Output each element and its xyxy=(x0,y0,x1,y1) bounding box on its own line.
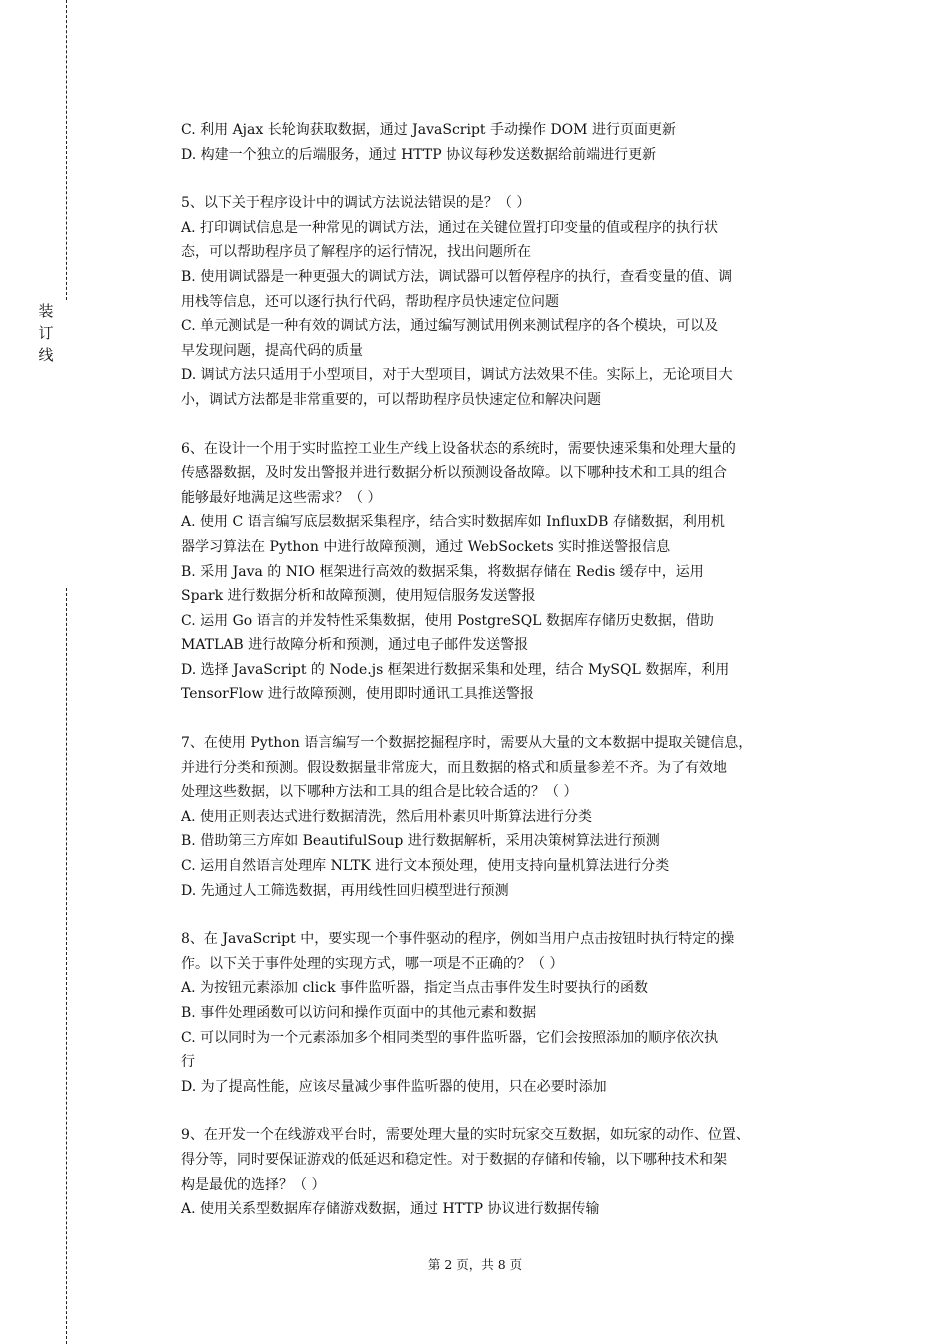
question-line: A. 使用关系型数据库存储游戏数据，通过 HTTP 协议进行数据传输 xyxy=(181,1201,600,1218)
question-block-q8 xyxy=(181,927,841,1099)
binding-line-bottom xyxy=(66,588,67,1344)
question-line: B. 使用调试器是一种更强大的调试方法，调试器可以暂停程序的执行，查看变量的值、调 xyxy=(181,268,733,285)
question-line: 6、在设计一个用于实时监控工业生产线上设备状态的系统时，需要快速采集和处理大量的 xyxy=(181,440,736,457)
question-line: C. 可以同时为一个元素添加多个相同类型的事件监听器，它们会按照添加的顺序依次执 xyxy=(181,1029,719,1046)
question-line: D. 构建一个独立的后端服务，通过 HTTP 协议每秒发送数据给前端进行更新 xyxy=(181,146,657,163)
question-line: B. 借助第三方库如 BeautifulSoup 进行数据解析，采用决策树算法进行预测 xyxy=(181,833,660,850)
question-line: C. 运用 Go 语言的并发特性采集数据，使用 PostgreSQL 数据库存储历史数据，借助 xyxy=(181,612,714,629)
question-line: D. 调试方法只适用于小型项目，对于大型项目，调试方法效果不佳。实际上，无论项目大 xyxy=(181,367,733,384)
question-line: TensorFlow 进行故障预测，使用即时通讯工具推送警报 xyxy=(181,686,534,703)
question-block-q5 xyxy=(181,191,841,412)
binding-label: 装订线 xyxy=(38,302,54,364)
question-line: A. 使用 C 语言编写底层数据采集程序，结合实时数据库如 InfluxDB 存储数据，利用机 xyxy=(181,514,725,531)
question-line: 处理这些数据，以下哪种方法和工具的组合是比较合适的？（ ） xyxy=(181,784,578,801)
question-line: MATLAB 进行故障分析和预测，通过电子邮件发送警报 xyxy=(181,637,529,654)
question-line: A. 使用正则表达式进行数据清洗，然后用朴素贝叶斯算法进行分类 xyxy=(181,808,593,825)
question-line: B. 采用 Java 的 NIO 框架进行高效的数据采集，将数据存储在 Redis 缓存中，运用 xyxy=(181,563,704,580)
question-line: 器学习算法在 Python 中进行故障预测，通过 WebSockets 实时推送警报信息 xyxy=(181,538,671,555)
question-line: D. 选择 JavaScript 的 Node.js 框架进行数据采集和处理，结合 MySQL 数据库，利用 xyxy=(181,661,730,678)
question-line: 并进行分类和预测。假设数据量非常庞大，而且数据的格式和质量参差不齐。为了有效地 xyxy=(181,759,727,776)
question-line: 5、以下关于程序设计中的调试方法说法错误的是？（ ） xyxy=(181,195,531,212)
question-block-q4-cont xyxy=(181,118,841,167)
question-line: 传感器数据，及时发出警报并进行数据分析以预测设备故障。以下哪种技术和工具的组合 xyxy=(181,465,727,482)
question-line: A. 打印调试信息是一种常见的调试方法，通过在关键位置打印变量的值或程序的执行状 xyxy=(181,219,719,236)
binding-line-top xyxy=(66,0,67,300)
question-line: 小，调试方法都是非常重要的，可以帮助程序员快速定位和解决问题 xyxy=(181,391,601,408)
question-line: 作。以下关于事件处理的实现方式，哪一项是不正确的？（ ） xyxy=(181,955,564,972)
question-line: Spark 进行数据分析和故障预测，使用短信服务发送警报 xyxy=(181,588,536,605)
question-line: C. 运用自然语言处理库 NLTK 进行文本预处理，使用支持向量机算法进行分类 xyxy=(181,858,670,875)
question-line: 用栈等信息，还可以逐行执行代码，帮助程序员快速定位问题 xyxy=(181,293,559,310)
question-line: C. 单元测试是一种有效的调试方法，通过编写测试用例来测试程序的各个模块，可以及 xyxy=(181,318,719,335)
question-line: 构是最优的选择？（ ） xyxy=(181,1176,326,1193)
question-block-q6 xyxy=(181,437,841,708)
question-block-q9 xyxy=(181,1123,841,1221)
question-line: 8、在 JavaScript 中，要实现一个事件驱动的程序，例如当用户点击按钮时执行特定的操 xyxy=(181,931,735,948)
question-line: D. 为了提高性能，应该尽量减少事件监听器的使用，只在必要时添加 xyxy=(181,1078,607,1095)
question-line: 得分等，同时要保证游戏的低延迟和稳定性。对于数据的存储和传输，以下哪种技术和架 xyxy=(181,1151,727,1168)
question-line: D. 先通过人工筛选数据，再用线性回归模型进行预测 xyxy=(181,882,509,899)
question-line: A. 为按钮元素添加 click 事件监听器，指定当点击事件发生时要执行的函数 xyxy=(181,980,649,997)
question-line: 态，可以帮助程序员了解程序的运行情况，找出问题所在 xyxy=(181,244,531,261)
page-footer: 第 2 页，共 8 页 xyxy=(427,1257,523,1272)
question-line: 行 xyxy=(181,1054,195,1071)
question-line: 早发现问题，提高代码的质量 xyxy=(181,342,363,359)
question-line: 9、在开发一个在线游戏平台时，需要处理大量的实时玩家交互数据，如玩家的动作、位置、 xyxy=(181,1127,750,1144)
question-line: C. 利用 Ajax 长轮询获取数据，通过 JavaScript 手动操作 DOM 进行页面更新 xyxy=(181,122,676,138)
question-line: 7、在使用 Python 语言编写一个数据挖掘程序时，需要从大量的文本数据中提取关键信息， xyxy=(181,735,753,752)
question-line: 能够最好地满足这些需求？（ ） xyxy=(181,489,382,506)
question-block-q7 xyxy=(181,731,841,903)
question-content xyxy=(181,118,841,1246)
question-line: B. 事件处理函数可以访问和操作页面中的其他元素和数据 xyxy=(181,1005,537,1021)
